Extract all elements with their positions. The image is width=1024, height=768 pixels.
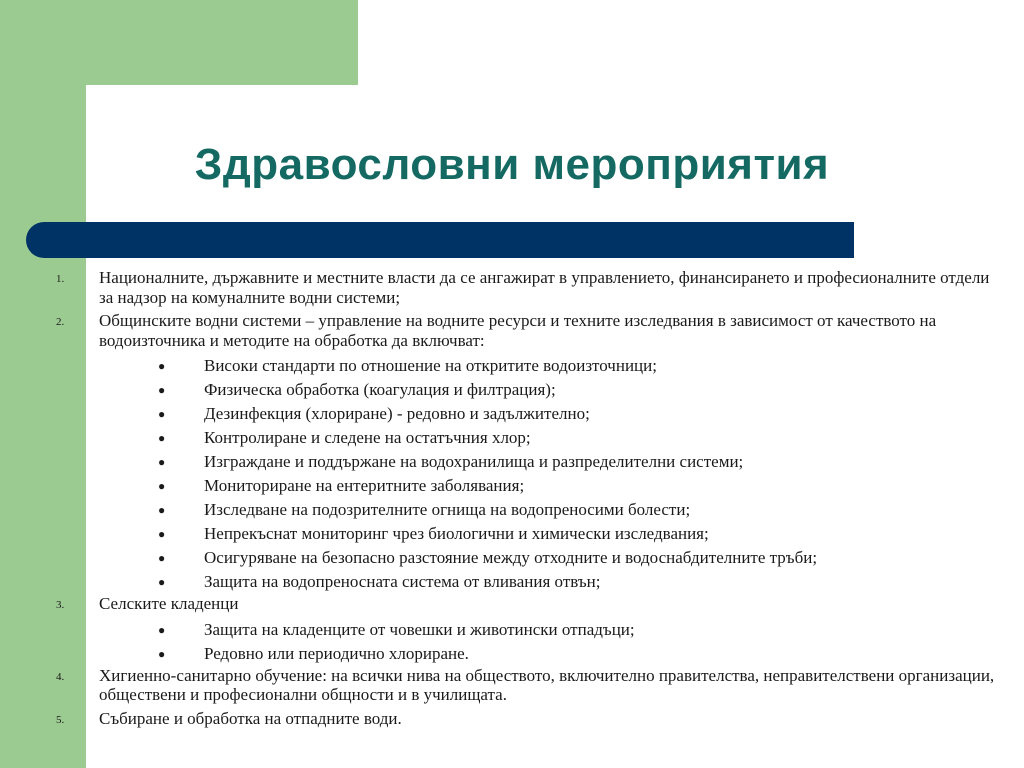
bullet-icon: ● [158,503,166,517]
slide-title: Здравословни мероприятия [194,140,830,189]
bullet-icon: ● [158,575,166,589]
slide-body [0,268,1000,732]
bullet-icon: ● [158,407,166,421]
sub-item-text: Изграждане и поддържане на водохранилища и разпределителни системи; [204,452,744,471]
bullet-icon: ● [158,479,166,493]
bullet-icon: ● [158,646,166,661]
bullet-icon: ● [158,359,166,373]
sub-item [0,474,1000,498]
list-item-5 [0,709,1000,729]
sub-item-text: Физическа обработка (коагулация и филтрация); [204,380,556,399]
item-number: 5. [56,713,65,726]
sub-item [0,618,1000,642]
sub-item-text: Мониториране на ентеритните заболявания; [204,476,525,495]
sub-item-text: Непрекъснат мониторинг чрез биологични и химически изследвания; [204,524,709,543]
sub-item-text: Контролиране и следене на остатъчния хлор; [204,428,531,447]
item-number: 3. [56,599,65,611]
item-text: Хигиенно-санитарно обучение: на всички нива на обществото, включително правителства, неправителствени организации, обществени и професионални общности и в училищата. [99,665,995,704]
sub-item [0,642,1000,666]
bullet-icon: ● [158,622,166,637]
item-text: Общинските водни системи – управление на водните ресурси и техните изследвания в зависимост от качеството на водоизточника и методите на обработка да включват: [99,311,937,350]
sub-item [0,378,1000,402]
list-item-1 [0,268,1000,307]
sub-item [0,570,1000,594]
sub-item [0,522,1000,546]
sub-item-text: Осигуряване на безопасно разстояние между отходните и водоснабдителните тръби; [204,548,818,567]
sub-item [0,426,1000,450]
sub-item-text: Изследване на подозрителните огнища на водопреносими болести; [204,500,691,519]
item-text: Националните, държавните и местните власти да се ангажират в управлението, финансирането и професионалните отдели за надзор на комуналните водни системи; [99,268,990,307]
sub-item [0,546,1000,570]
list-item-4 [0,666,1000,705]
title-underline-bar [26,222,854,258]
sub-item-text: Защита на водопреносната система от вливания отвън; [204,572,601,591]
green-top-band [0,0,358,85]
list-item-2 [0,311,1000,350]
item-text: Селските кладенци [99,594,239,613]
item-number: 4. [56,670,65,683]
list-item-3 [0,594,1000,614]
sub-item-text: Дезинфекция (хлориране) - редовно и задължително; [204,404,590,423]
sub-item-text: Защита на кладенците от човешки и животински отпадъци; [204,619,635,639]
bullet-icon: ● [158,527,166,541]
item-number: 2. [56,316,65,328]
bullet-icon: ● [158,551,166,565]
sub-item-text: Високи стандарти по отношение на откритите водоизточници; [204,356,657,375]
sub-item [0,498,1000,522]
sub-item-text: Редовно или периодично хлориране. [204,643,469,663]
item-number: 1. [56,273,65,285]
sub-item [0,354,1000,378]
item-text: Събиране и обработка на отпадните води. [99,708,402,728]
bullet-icon: ● [158,383,166,397]
sub-item [0,402,1000,426]
sub-item [0,450,1000,474]
bullet-icon: ● [158,455,166,469]
bullet-icon: ● [158,431,166,445]
